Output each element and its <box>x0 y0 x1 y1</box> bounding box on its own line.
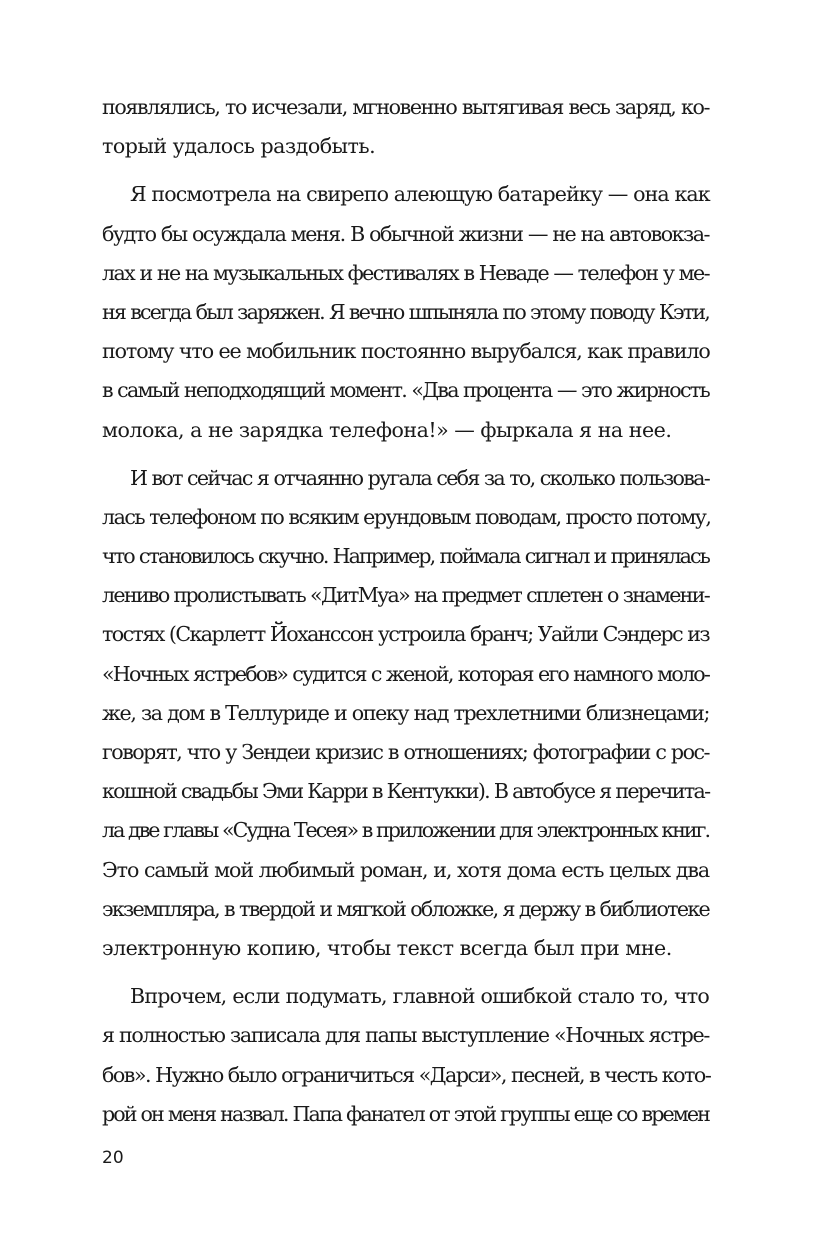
page-body-text <box>102 88 709 1134</box>
text-line: кошной свадьбы Эми Карри в Кентукки). В автобусе я перечита- <box>102 779 710 804</box>
text-line: появлялись, то исчезали, мгновенно вытягивая весь заряд, ко- <box>102 95 709 119</box>
text-line: бов». Нужно было ограничиться «Дарси», песней, в честь кото- <box>102 1062 711 1087</box>
text-line: И вот сейчас я отчаянно ругала себя за то, сколько пользова- <box>130 465 709 490</box>
text-line: «Ночных ястребов» судится с женой, которая его намного моло- <box>102 661 709 686</box>
text-line: потому что ее мобильник постоянно вырубался, как правило <box>102 339 710 364</box>
text-line: же, за дом в Теллуриде и опеку над трехлетними близнецами; <box>102 700 709 725</box>
text-line: торый удалось раздобыть. <box>102 134 376 159</box>
text-line: лениво пролистывать «ДитМуа» на предмет сплетен о знамени- <box>102 583 709 608</box>
text-line: электронную копию, чтобы текст всегда был при мне. <box>102 935 672 960</box>
text-line: лась телефоном по всяким ерундовым поводам, просто потому, <box>102 504 711 529</box>
paragraph <box>102 977 709 1134</box>
text-line: что становилось скучно. Например, поймала сигнал и принялась <box>102 544 709 569</box>
text-line: Впрочем, если подумать, главной ошибкой стало то, что <box>130 984 709 1009</box>
paragraph <box>102 175 709 449</box>
paragraph <box>102 459 709 968</box>
paragraph <box>102 88 709 166</box>
text-line: ла две главы «Судна Тесея» в приложении для электронных книг. <box>102 818 709 843</box>
text-line: молока, а не зарядка телефона!» — фыркала я на нее. <box>102 417 672 442</box>
text-line: Это самый мой любимый роман, и, хотя дома есть целых два <box>102 857 709 882</box>
text-line: ня всегда был заряжен. Я вечно шпыняла по этому поводу Кэти, <box>102 299 709 324</box>
text-line: будто бы осуждала меня. В обычной жизни — не на автовокза- <box>102 221 709 246</box>
text-line: в самый неподходящий момент. «Два процента — это жирность <box>102 378 709 403</box>
text-line: тостях (Скарлетт Йоханссон устроила бранч; Уайли Сэндерс из <box>102 622 709 647</box>
text-line: говорят, что у Зендеи кризис в отношениях; фотографии с рос- <box>102 740 709 764</box>
text-line: лах и не на музыкальных фестивалях в Неваде — телефон у ме- <box>102 260 709 285</box>
page-number: 20 <box>102 1148 124 1168</box>
text-line: экземпляра, в твердой и мягкой обложке, я держу в библиотеке <box>102 896 709 921</box>
text-line: я полностью записала для папы выступление «Ночных ястре- <box>102 1023 709 1048</box>
text-line: Я посмотрела на свирепо алеющую батарейку — она как <box>130 182 710 207</box>
text-line: рой он меня назвал. Папа фанател от этой группы еще со времен <box>102 1101 709 1126</box>
